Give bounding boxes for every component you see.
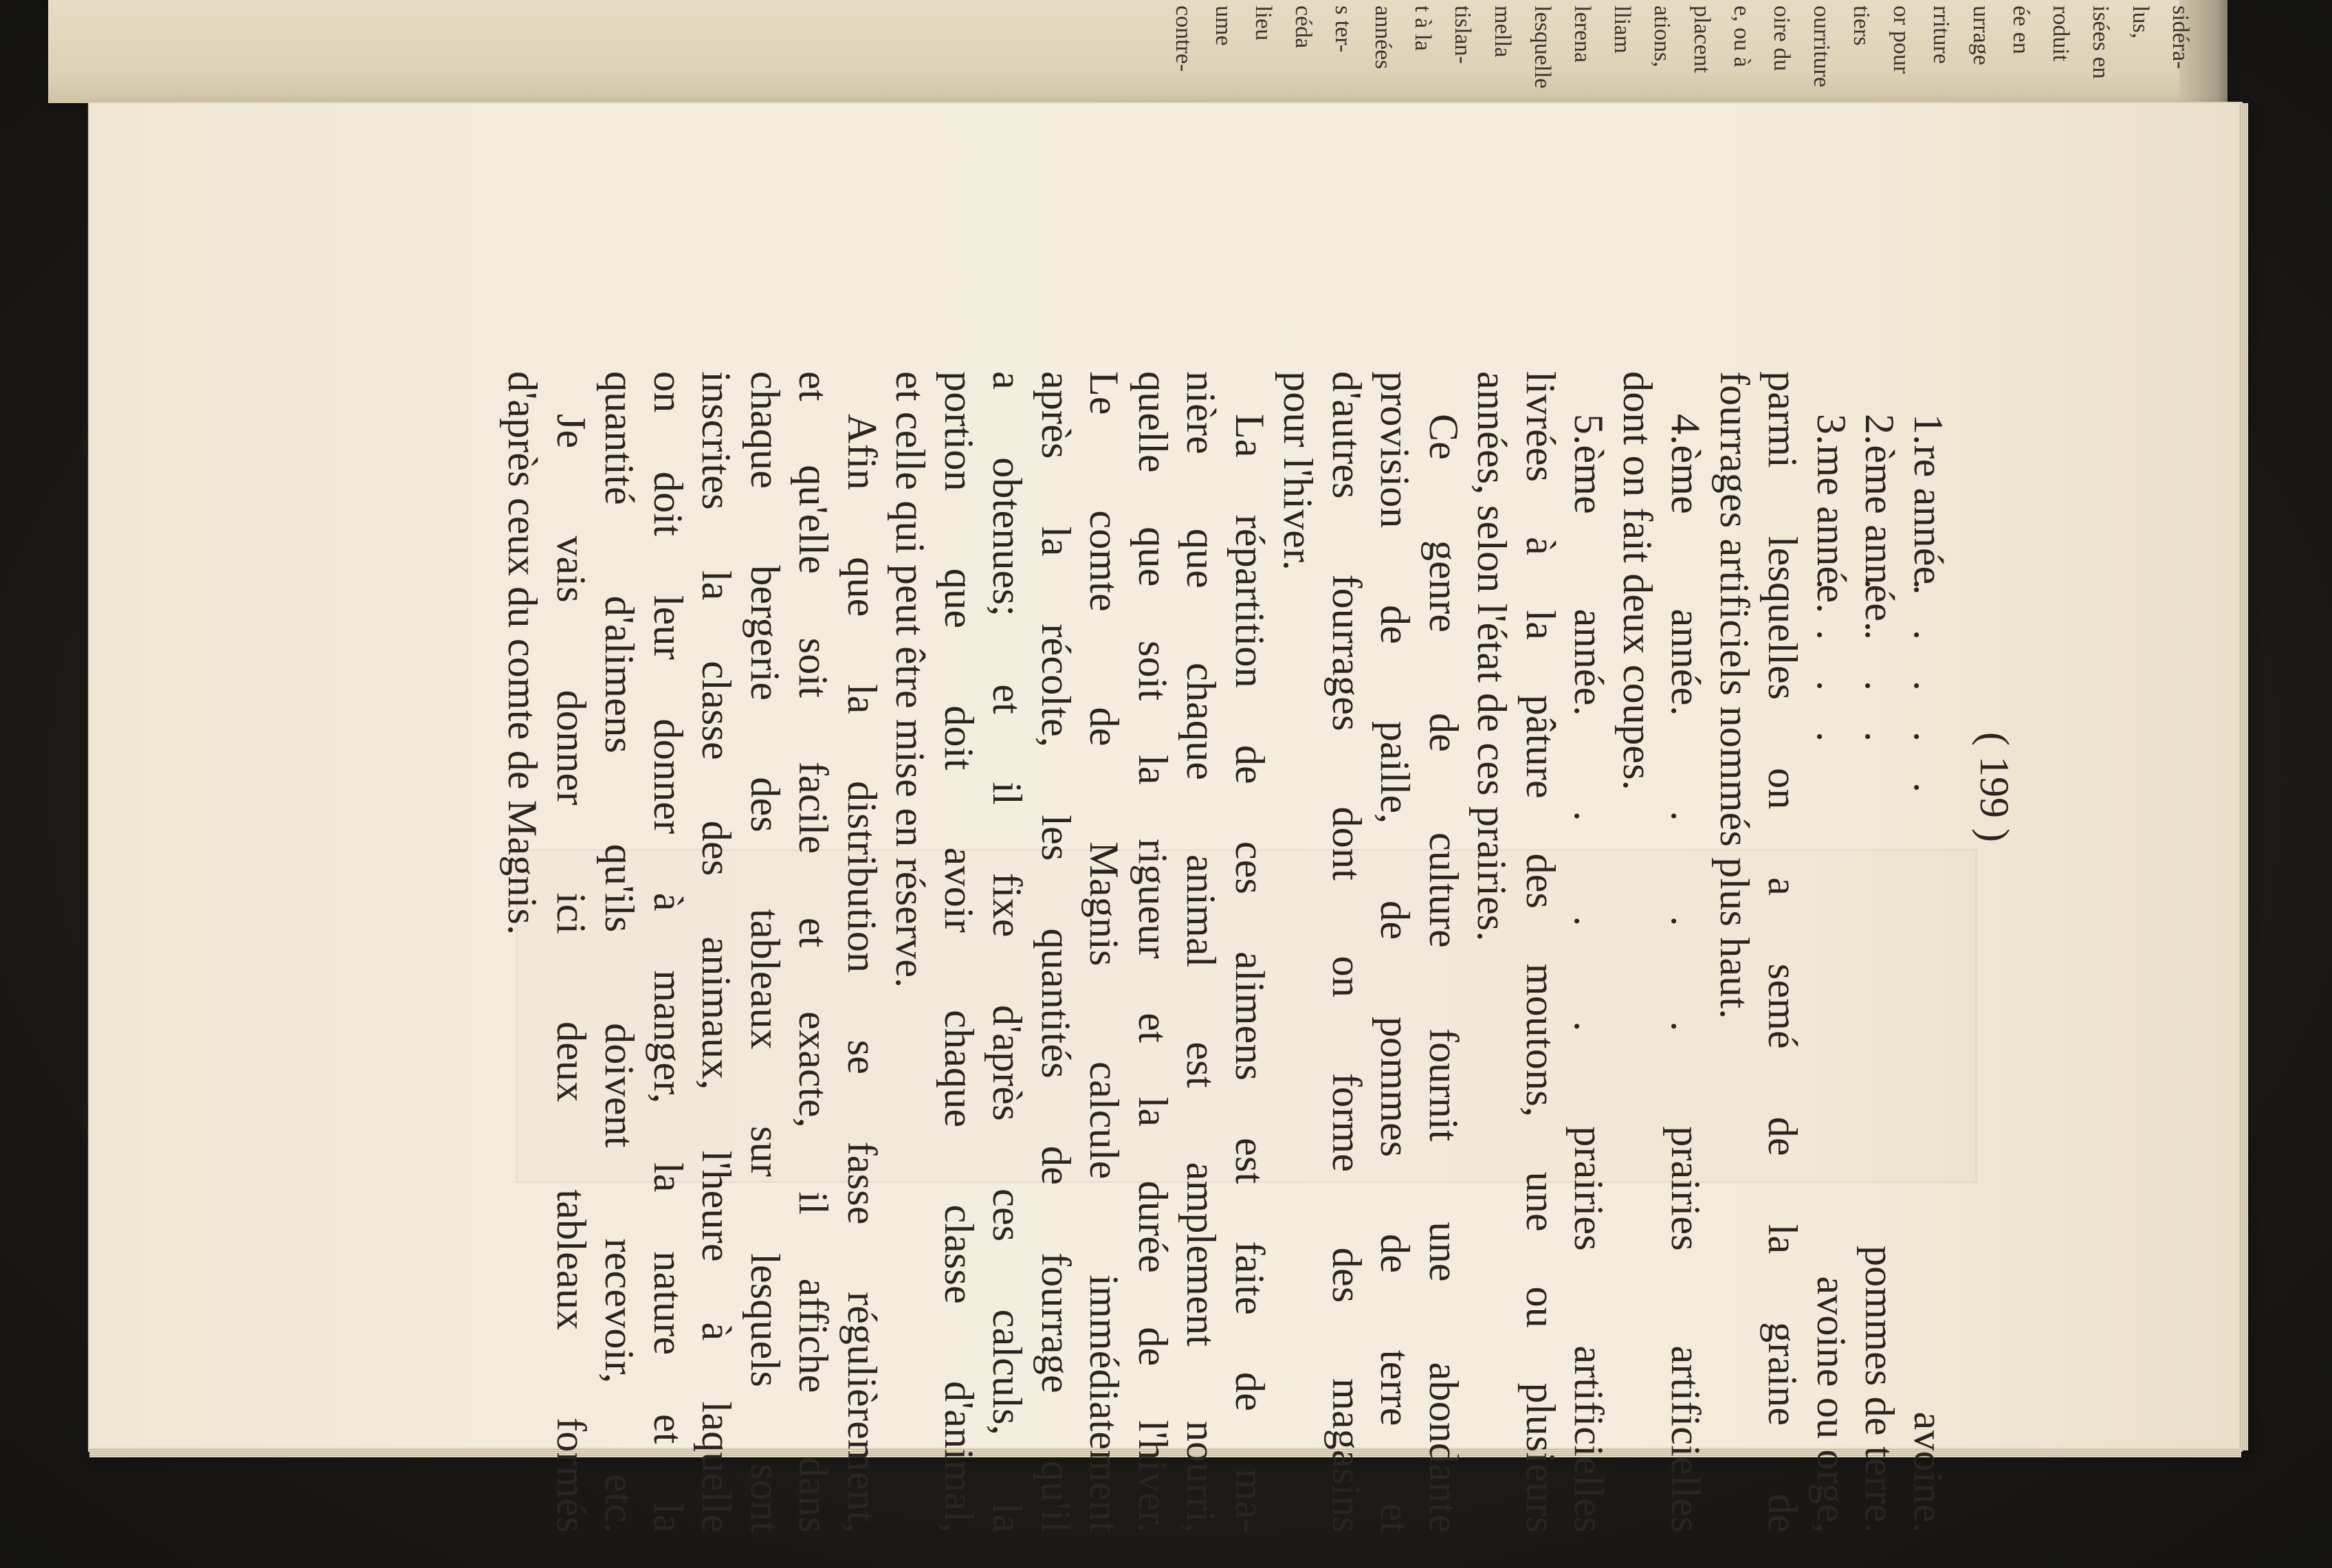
- text-line: après la récolte, les quantités de fourrage qu'il: [1033, 371, 1079, 1533]
- text-line: chaque bergerie des tableaux sur lesquels sont: [742, 371, 788, 1533]
- facing-page-line-fragment: sidéra-: [2168, 5, 2193, 69]
- text-line: Le comte de Magnis calcule immédiatement: [1081, 371, 1128, 1533]
- text-line: quantité d'alimens qu'ils doivent recevoir, etc.: [597, 371, 643, 1533]
- facing-page-line-fragment: lesquelle: [1530, 5, 1555, 89]
- rotation-year-label: 3.me année.: [1809, 414, 1854, 614]
- rotation-entry: [1807, 371, 1856, 1533]
- rotation-leader-dots: . . . . .: [1906, 579, 1951, 808]
- facing-page-line-fragment: tiers: [1849, 5, 1874, 46]
- rotation-year-label: 2.ème année.: [1857, 414, 1903, 632]
- text-line: fourrages artificiels nommés plus haut.: [1712, 371, 1757, 1019]
- text-line: La répartition de ces alimens est faite de ma-: [1227, 414, 1273, 1533]
- running-head-page-number: ( 199 ): [1972, 732, 2017, 842]
- rotation-crop: pommes de terre.: [1857, 1245, 1903, 1533]
- text-line: Je vais donner ici deux tableaux formés: [549, 414, 594, 1533]
- text-line: 4.ème année. . . . prairies artificielles: [1663, 414, 1709, 1533]
- facing-page-line-fragment: lus,: [2128, 5, 2153, 39]
- text-line: parmi lesquelles on a semé de la graine de: [1760, 371, 1806, 1533]
- rotation-leader-dots: . . . .: [1809, 579, 1854, 757]
- facing-page-line-fragment: ée en: [2008, 5, 2034, 54]
- facing-page-line-fragment: mella: [1490, 5, 1515, 58]
- text-line: dont on fait deux coupes.: [1615, 371, 1660, 791]
- facing-page-line-fragment: céda: [1290, 5, 1316, 49]
- text-line: Ce genre de culture fournit une abondante: [1421, 414, 1466, 1533]
- text-line: pour l'hiver.: [1275, 371, 1321, 571]
- text-line: et qu'elle soit facile et exacte, il affiche dans: [791, 371, 837, 1533]
- rotation-year-label: 1.re année.: [1906, 414, 1951, 595]
- facing-page-line-fragment: tislan-: [1450, 5, 1475, 64]
- facing-page-line-fragment: isées en: [2088, 5, 2113, 79]
- text-line: a obtenues; et il fixe d'après ces calculs, la: [984, 371, 1031, 1533]
- text-line: quelle que soit la rigueur et la durée de l'hiver.: [1130, 371, 1176, 1533]
- facing-page-line-fragment: ume: [1211, 5, 1236, 46]
- facing-page-line-fragment: lieu: [1251, 5, 1276, 41]
- facing-page-line-fragment: or pour: [1889, 5, 1914, 74]
- facing-page-line-fragment: lerena: [1570, 5, 1595, 63]
- text-line: nière que chaque animal est amplement nourri,: [1178, 371, 1224, 1533]
- facing-page-line-fragment: contre-: [1171, 5, 1196, 72]
- facing-page-line-fragment: urrage: [1968, 5, 1994, 65]
- page-stack-edge-right: [2238, 103, 2248, 1450]
- facing-page-line-fragment: t à la: [1410, 5, 1436, 52]
- rotation-entry: [1904, 371, 1953, 1533]
- body-paragraphs: [498, 371, 1807, 1533]
- rotation-leader-dots: . . . .: [1857, 579, 1903, 757]
- facing-page-line-fragment: roduit: [2048, 5, 2074, 62]
- page-body-text: [498, 371, 1952, 1533]
- text-line: portion que doit avoir chaque classe d'animal,: [936, 371, 982, 1533]
- rotation-list: [1807, 371, 1953, 1533]
- facing-page-line-fragment: rriture: [1928, 5, 1954, 64]
- text-line: Afin que la distribution se fasse régulièrement,: [839, 414, 885, 1533]
- text-line: d'autres fourrages dont on forme des magasins: [1324, 371, 1370, 1533]
- text-line: inscrites la classe des animaux, l'heure à laquelle: [694, 371, 740, 1533]
- text-line: d'après ceux du comte de Magnis.: [500, 371, 546, 936]
- text-line: provision de paille, de pommes de terre et: [1372, 371, 1418, 1533]
- facing-page-line-fragment: oire du: [1769, 5, 1794, 71]
- facing-page-line-fragment: lliam: [1609, 5, 1635, 54]
- facing-page-line-fragment: placent: [1689, 5, 1715, 74]
- text-line: on doit leur donner à manger, la nature et la: [646, 371, 691, 1533]
- text-line: 5.ème année. . . . prairies artificielles: [1566, 414, 1612, 1533]
- text-line: années, selon l'état de ces prairies.: [1469, 371, 1515, 942]
- rotation-crop: avoine ou orge,: [1809, 1276, 1854, 1533]
- rotation-entry: [1856, 371, 1904, 1533]
- facing-page-line-fragment: ourriture: [1809, 5, 1834, 87]
- text-line: et celle qui peut être mise en réserve.: [888, 371, 934, 989]
- facing-page-line-fragment: s ter-: [1330, 5, 1356, 53]
- facing-page-line-fragment: années: [1370, 5, 1396, 69]
- text-line: livrées à la pâture des moutons, une ou plusieurs: [1518, 371, 1563, 1533]
- facing-page-line-fragment: e, ou à: [1729, 5, 1754, 67]
- facing-page-edge: [48, 0, 2228, 103]
- rotation-crop: avoine.: [1906, 1411, 1951, 1533]
- facing-page-line-fragment: ations,: [1649, 5, 1675, 67]
